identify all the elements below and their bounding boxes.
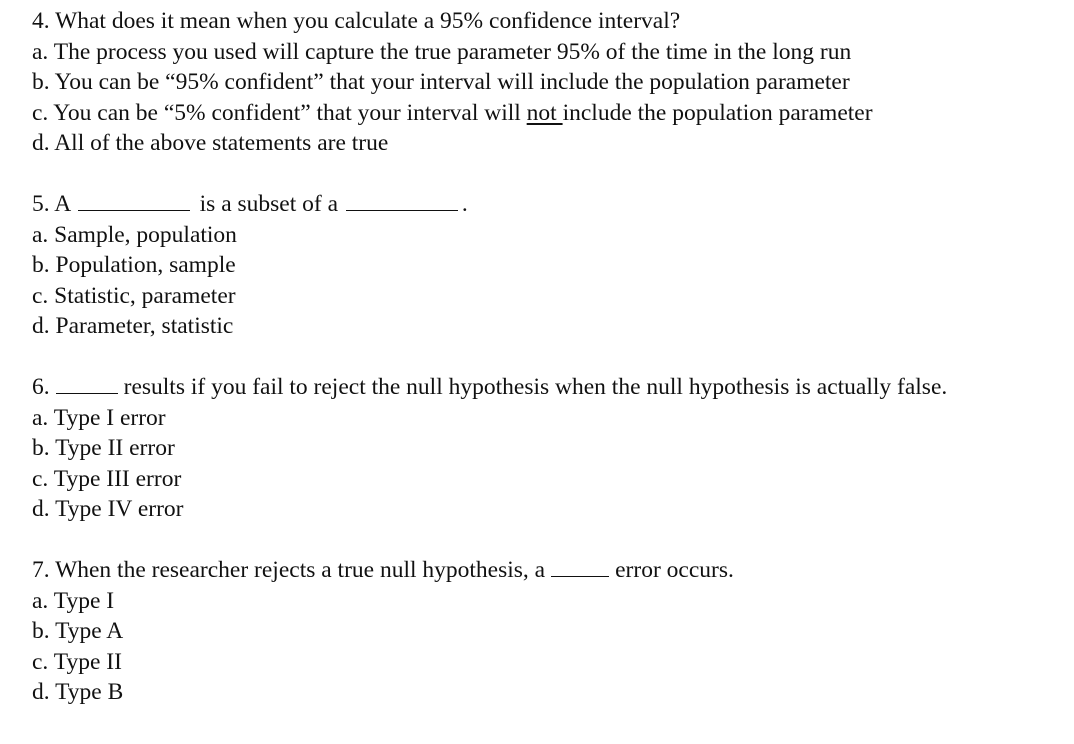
question-7-stem-end: error occurs. bbox=[615, 556, 734, 583]
question-6-stem bbox=[32, 372, 1068, 403]
question-5-stem-mid: is a subset of a bbox=[199, 190, 339, 217]
question-6-stem-rest: results if you fail to reject the null hypothesis when the null hypothesis is actually false. bbox=[123, 373, 948, 400]
question-7-option-b: b. Type A bbox=[32, 618, 124, 645]
question-6 bbox=[32, 372, 1068, 525]
question-5-option-a: a. Sample, population bbox=[32, 221, 237, 248]
answer-blank bbox=[551, 575, 609, 577]
question-7 bbox=[32, 555, 1068, 708]
question-6-option-d: d. Type IV error bbox=[32, 496, 184, 523]
question-4-option-d: d. All of the above statements are true bbox=[32, 130, 389, 157]
question-7-option-a: a. Type I bbox=[32, 587, 115, 614]
question-5-stem-start: 5. A bbox=[32, 190, 70, 217]
question-5-option-c: c. Statistic, parameter bbox=[32, 282, 236, 309]
question-4-option-a: a. The process you used will capture the true parameter 95% of the time in the long run bbox=[32, 38, 852, 65]
question-7-stem-start: 7. When the researcher rejects a true null hypothesis, a bbox=[32, 556, 546, 583]
answer-blank bbox=[78, 209, 190, 211]
question-4-option-c bbox=[32, 98, 1068, 129]
question-5-option-b: b. Population, sample bbox=[32, 252, 236, 279]
answer-blank bbox=[346, 209, 458, 211]
question-4-stem: 4. What does it mean when you calculate a 95% confidence interval? bbox=[32, 8, 681, 34]
question-7-option-c: c. Type II bbox=[32, 648, 122, 675]
question-6-option-b: b. Type II error bbox=[32, 435, 175, 462]
question-6-stem-start: 6. bbox=[32, 373, 50, 400]
question-6-option-c: c. Type III error bbox=[32, 465, 182, 492]
question-7-stem bbox=[32, 555, 1068, 586]
option-c-text-start: c. You can be “5% confident” that your interval will bbox=[32, 99, 527, 126]
question-6-option-a: a. Type I error bbox=[32, 404, 166, 431]
option-c-text-end: include the population parameter bbox=[562, 99, 873, 126]
question-5 bbox=[32, 189, 1068, 342]
answer-blank bbox=[56, 392, 118, 394]
question-5-stem-end: . bbox=[461, 190, 468, 217]
document-page bbox=[32, 6, 1068, 738]
underlined-word-not: not bbox=[526, 99, 563, 126]
question-5-option-d: d. Parameter, statistic bbox=[32, 313, 234, 340]
question-4 bbox=[32, 6, 1068, 159]
question-4-option-b: b. You can be “95% confident” that your interval will include the population parameter bbox=[32, 69, 850, 96]
question-5-stem bbox=[32, 189, 1068, 220]
question-7-option-d: d. Type B bbox=[32, 679, 124, 706]
